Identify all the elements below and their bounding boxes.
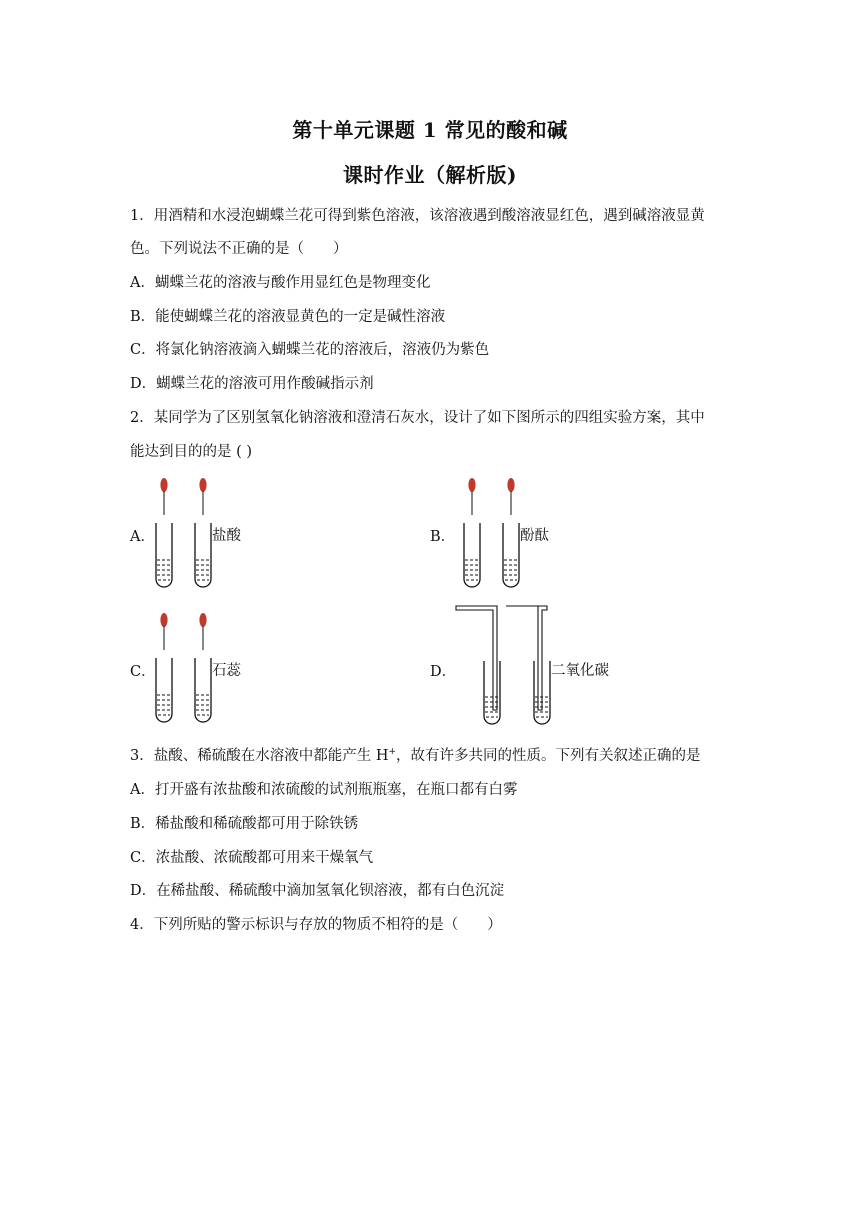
delivery-tube-right-icon — [506, 606, 547, 710]
q2-option-d-letter: D． — [430, 664, 457, 680]
test-tube-left-icon — [484, 661, 500, 724]
dropper-right-icon — [507, 478, 514, 515]
test-tube-left-icon — [156, 523, 172, 587]
q3-stem — [130, 744, 701, 765]
q1-option-d: D．蝴蝶兰花的溶液可用作酸碱指示剂 — [130, 376, 374, 392]
q1-stem-line-1: 1．用酒精和水浸泡蝴蝶兰花可得到紫色溶液，该溶液遇到酸溶液显红色，遇到碱溶液显黄 — [130, 208, 705, 224]
q2-option-a-figure — [150, 475, 220, 590]
q3-option-d: D．在稀盐酸、稀硫酸中滴加氢氧化钡溶液，都有白色沉淀 — [130, 883, 505, 899]
q4-stem: 4．下列所贴的警示标识与存放的物质不相符的是（ ） — [130, 917, 502, 933]
q2-option-d-reagent: 二氧化碳 — [551, 663, 609, 679]
q2-stem-line-2: 能达到目的的是 ( ) — [130, 444, 253, 460]
dropper-left-icon — [468, 478, 475, 515]
dropper-left-icon — [160, 478, 167, 515]
test-tube-right-icon — [195, 658, 211, 722]
q3-option-a: A．打开盛有浓盐酸和浓硫酸的试剂瓶瓶塞，在瓶口都有白雾 — [130, 782, 518, 798]
q2-option-c-letter: C． — [130, 664, 156, 680]
q2-option-a-letter: A． — [130, 529, 155, 545]
q1-option-c: C．将氯化钠溶液滴入蝴蝶兰花的溶液后，溶液仍为紫色 — [130, 342, 490, 358]
q1-option-b: B．能使蝴蝶兰花的溶液显黄色的一定是碱性溶液 — [130, 309, 446, 325]
dropper-left-icon — [160, 613, 167, 650]
q2-option-a-reagent: 盐酸 — [212, 528, 241, 544]
test-tube-left-icon — [156, 658, 172, 722]
q2-stem-line-1: 2．某同学为了区别氢氧化钠溶液和澄清石灰水，设计了如下图所示的四组实验方案，其中 — [130, 410, 705, 426]
page-title: 第十单元课题 1 常见的酸和碱 — [292, 118, 568, 142]
q3-stem-before: 3．盐酸、稀硫酸在水溶液中都能产生 H — [130, 748, 389, 764]
q2-option-d-figure — [454, 604, 554, 730]
q3-stem-superscript: + — [388, 747, 397, 758]
q1-stem-line-2: 色。下列说法不正确的是（ ） — [130, 241, 348, 257]
dropper-right-icon — [199, 478, 206, 515]
q2-option-b-figure — [458, 475, 528, 590]
page-subtitle: 课时作业（解析版) — [343, 163, 517, 187]
q1-option-a: A．蝴蝶兰花的溶液与酸作用显红色是物理变化 — [130, 275, 431, 291]
test-tube-right-icon — [503, 523, 519, 587]
test-tube-left-icon — [464, 523, 480, 587]
q2-option-b-letter: B． — [430, 529, 456, 545]
q3-option-c: C．浓盐酸、浓硫酸都可用来干燥氧气 — [130, 850, 374, 866]
test-tube-right-icon — [195, 523, 211, 587]
dropper-right-icon — [199, 613, 206, 650]
q2-option-c-reagent: 石蕊 — [212, 663, 241, 679]
q2-option-b-reagent: 酚酞 — [520, 528, 549, 544]
q3-option-b: B．稀盐酸和稀硫酸都可用于除铁锈 — [130, 816, 359, 832]
delivery-tube-left-icon — [456, 606, 497, 710]
q3-stem-after: ，故有许多共同的性质。下列有关叙述正确的是 — [396, 748, 701, 764]
q2-option-c-figure — [150, 610, 220, 725]
